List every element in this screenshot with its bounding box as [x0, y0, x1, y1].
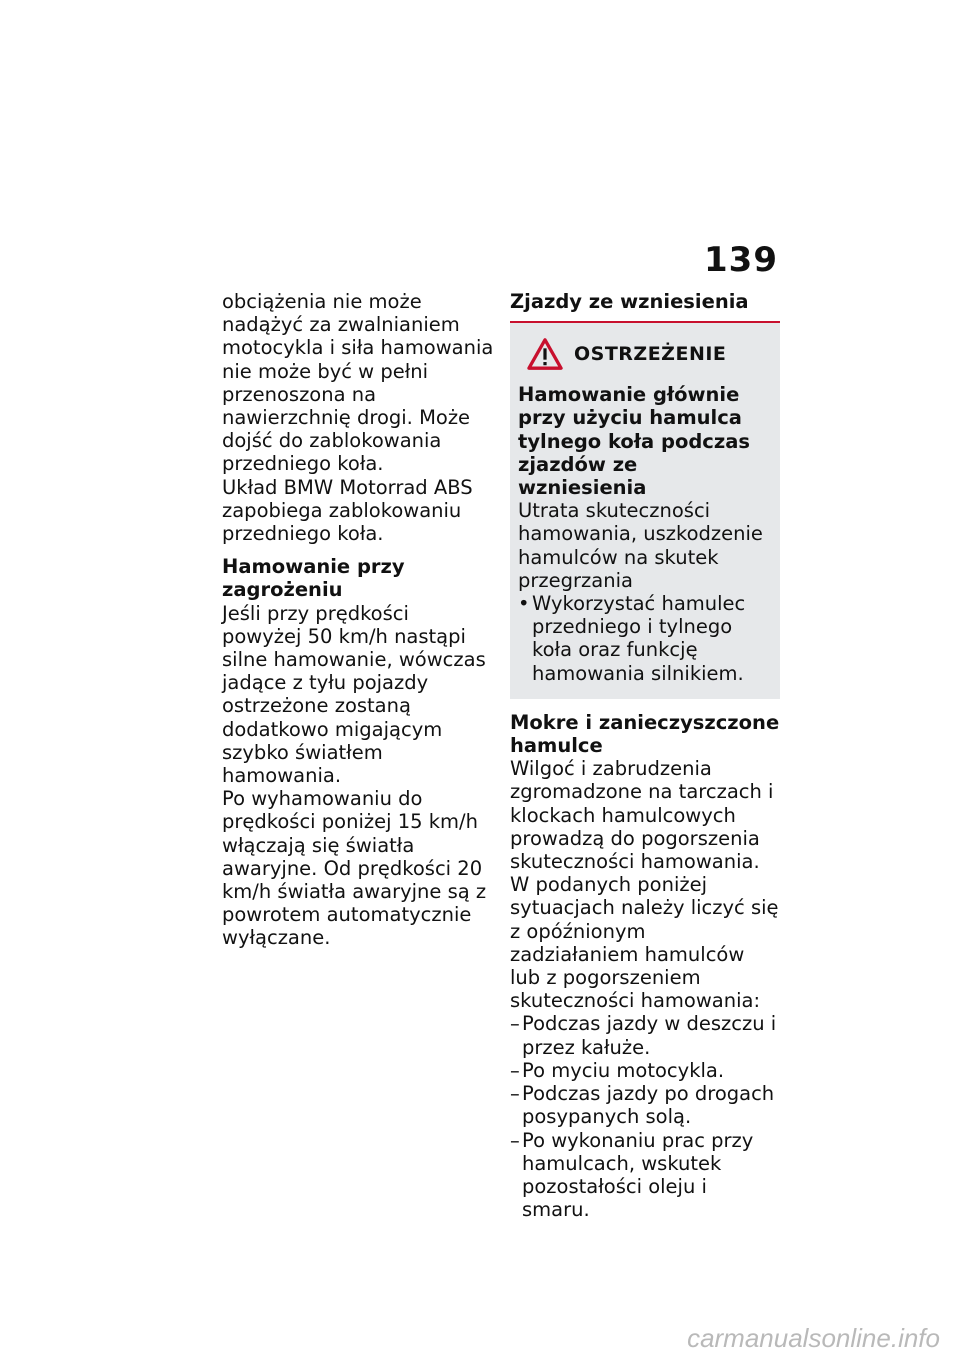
paragraph: obciążenia nie może nadążyć za zwalnianiem motocykla i siła hamowania nie może być w pełni przenoszona na nawierzchnię drogi. Może dojść do zablokowania przedniego koła.: [222, 290, 494, 476]
heading-wet-brakes: Mokre i zanieczyszczone hamulce: [510, 710, 780, 758]
paragraph: Po wyhamowaniu do prędkości poniżej 15 km/h włączają się światła awaryjne. Od prędkości 20 km/h światła awaryjne są z powrotem automatycznie wyłączane.: [222, 787, 487, 950]
list-item: – Po wykonaniu prac przy hamulcach, wskutek pozostałości oleju i smaru.: [510, 1129, 780, 1222]
section-title: Zjazdy ze wzniesienia: [510, 290, 780, 323]
warning-title: Hamowanie głównie przy użyciu hamulca tylnego koła podczas zjazdów ze wzniesienia: [518, 383, 750, 500]
situations-list: [510, 1012, 780, 1221]
paragraph: W podanych poniżej sytuacjach należy liczyć się z opóźnionym zadziałaniem hamulców lub z pogorszeniem skuteczności hamowania:: [510, 873, 779, 1013]
paragraph: Układ BMW Motorrad ABS zapobiega zablokowaniu przedniego koła.: [222, 475, 473, 546]
paragraph: Jeśli przy prędkości powyżej 50 km/h nastąpi silne hamowanie, wówczas jadące z tyłu pojazdy ostrzeżone zostaną dodatkowo migającym szybko światłem hamowania.: [222, 601, 486, 788]
footer-watermark: carmanualsonline.info: [687, 1323, 940, 1353]
list-item: – Podczas jazdy po drogach posypanych solą.: [510, 1082, 780, 1128]
paragraph: Wilgoć i zabrudzenia zgromadzone na tarczach i klockach hamulcowych prowadzą do pogorszenia skuteczności hamowania.: [510, 757, 774, 874]
list-item: • Wykorzystać hamulec przedniego i tylnego koła oraz funkcję hamowania silnikiem.: [518, 592, 772, 685]
left-column: [222, 290, 494, 950]
right-column: [510, 290, 780, 1221]
warning-bullets: [518, 592, 772, 685]
warning-box: [510, 323, 780, 699]
list-item: – Podczas jazdy w deszczu i przez kałuże.: [510, 1012, 780, 1058]
page-number: 139: [704, 240, 778, 280]
warning-triangle-icon: [526, 337, 564, 371]
heading-emergency-braking: Hamowanie przy zagrożeniu: [222, 555, 405, 602]
list-item: – Po myciu motocykla.: [510, 1059, 780, 1082]
warning-text: Utrata skuteczności hamowania, uszkodzenie hamulców na skutek przegrzania: [518, 499, 763, 592]
warning-header: [526, 337, 772, 371]
warning-label: OSTRZEŻENIE: [574, 342, 727, 365]
